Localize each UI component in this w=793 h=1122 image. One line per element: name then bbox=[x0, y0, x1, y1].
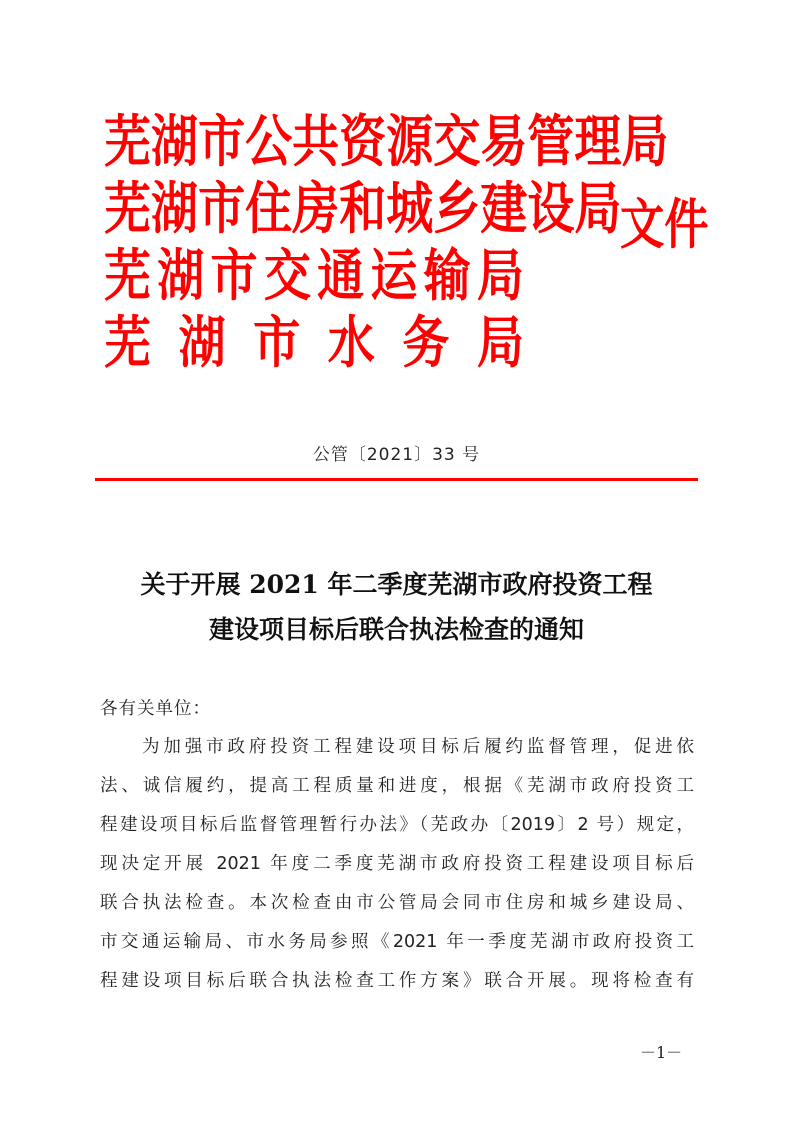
agency-name-1 bbox=[104, 110, 669, 176]
letterhead-char: 件 bbox=[664, 193, 709, 256]
agency-name-4 bbox=[104, 311, 524, 377]
letterhead-char: 水 bbox=[327, 311, 375, 376]
letterhead-char: 房 bbox=[292, 177, 340, 242]
page-number: －1－ bbox=[640, 1043, 683, 1062]
letterhead-char: 城 bbox=[386, 177, 434, 242]
letterhead-char: 资 bbox=[339, 110, 387, 175]
letterhead-char: 湖 bbox=[157, 244, 205, 309]
letterhead-char: 住 bbox=[245, 177, 293, 242]
letterhead-char: 芜 bbox=[104, 177, 152, 242]
letterhead-char: 易 bbox=[480, 110, 528, 175]
agency-name-3 bbox=[104, 244, 524, 310]
letterhead-char: 公 bbox=[245, 110, 293, 175]
letterhead-char: 源 bbox=[386, 110, 434, 175]
body-line-7: 程建设项目标后联合执法检查工作方案》联合开展。现将检查有 bbox=[100, 971, 694, 991]
body-line-6: 市交通运输局、市水务局参照《2021 年一季度芜湖市政府投资工 bbox=[100, 932, 694, 952]
letterhead-char: 芜 bbox=[104, 110, 152, 175]
letterhead-char: 共 bbox=[292, 110, 340, 175]
body-line-4: 现决定开展 2021 年度二季度芜湖市政府投资工程建设项目标后 bbox=[100, 854, 694, 874]
letterhead-char: 和 bbox=[339, 177, 387, 242]
agency-name-2 bbox=[104, 177, 622, 243]
letterhead-char: 运 bbox=[370, 244, 418, 309]
title-line-1: 关于开展 2021 年二季度芜湖市政府投资工程 bbox=[140, 570, 653, 599]
letterhead-char: 交 bbox=[263, 244, 311, 309]
letterhead-char: 管 bbox=[527, 110, 575, 175]
body-line-2: 法、诚信履约，提高工程质量和进度，根据《芜湖市政府投资工 bbox=[100, 776, 694, 796]
letterhead-char: 局 bbox=[621, 110, 669, 175]
letterhead-char: 市 bbox=[198, 110, 246, 175]
body-line-3: 程建设项目标后监督管理暂行办法》（芜政办〔2019〕2 号）规定， bbox=[100, 815, 694, 835]
letterhead-char: 局 bbox=[476, 244, 524, 309]
letterhead-char: 局 bbox=[476, 311, 524, 376]
letterhead-char: 湖 bbox=[151, 110, 199, 175]
letterhead-char: 市 bbox=[210, 244, 258, 309]
letterhead-char: 设 bbox=[527, 177, 575, 242]
letterhead-char: 芜 bbox=[104, 244, 152, 309]
document-suffix bbox=[620, 180, 709, 270]
letterhead-char: 局 bbox=[574, 177, 622, 242]
letterhead-char: 湖 bbox=[151, 177, 199, 242]
body-line-5: 联合执法检查。本次检查由市公管局会同市住房和城乡建设局、 bbox=[100, 893, 694, 913]
letterhead-char: 理 bbox=[574, 110, 622, 175]
letterhead-char: 文 bbox=[620, 193, 665, 256]
red-divider bbox=[95, 478, 698, 481]
letterhead-char: 输 bbox=[423, 244, 471, 309]
letterhead-char: 建 bbox=[480, 177, 528, 242]
document-number: 公管〔2021〕33 号 bbox=[312, 445, 481, 465]
letterhead-char: 通 bbox=[317, 244, 365, 309]
title-line-2: 建设项目标后联合执法检查的通知 bbox=[208, 615, 584, 644]
body-line-1: 为加强市政府投资工程建设项目标后履约监督管理，促进依 bbox=[142, 737, 694, 757]
letterhead-char: 芜 bbox=[104, 311, 152, 376]
letterhead-char: 市 bbox=[253, 311, 301, 376]
letterhead-char: 乡 bbox=[433, 177, 481, 242]
letterhead-char: 务 bbox=[402, 311, 450, 376]
letterhead-char: 市 bbox=[198, 177, 246, 242]
letterhead-char: 湖 bbox=[178, 311, 226, 376]
letterhead-char: 交 bbox=[433, 110, 481, 175]
salutation: 各有关单位： bbox=[100, 699, 211, 719]
